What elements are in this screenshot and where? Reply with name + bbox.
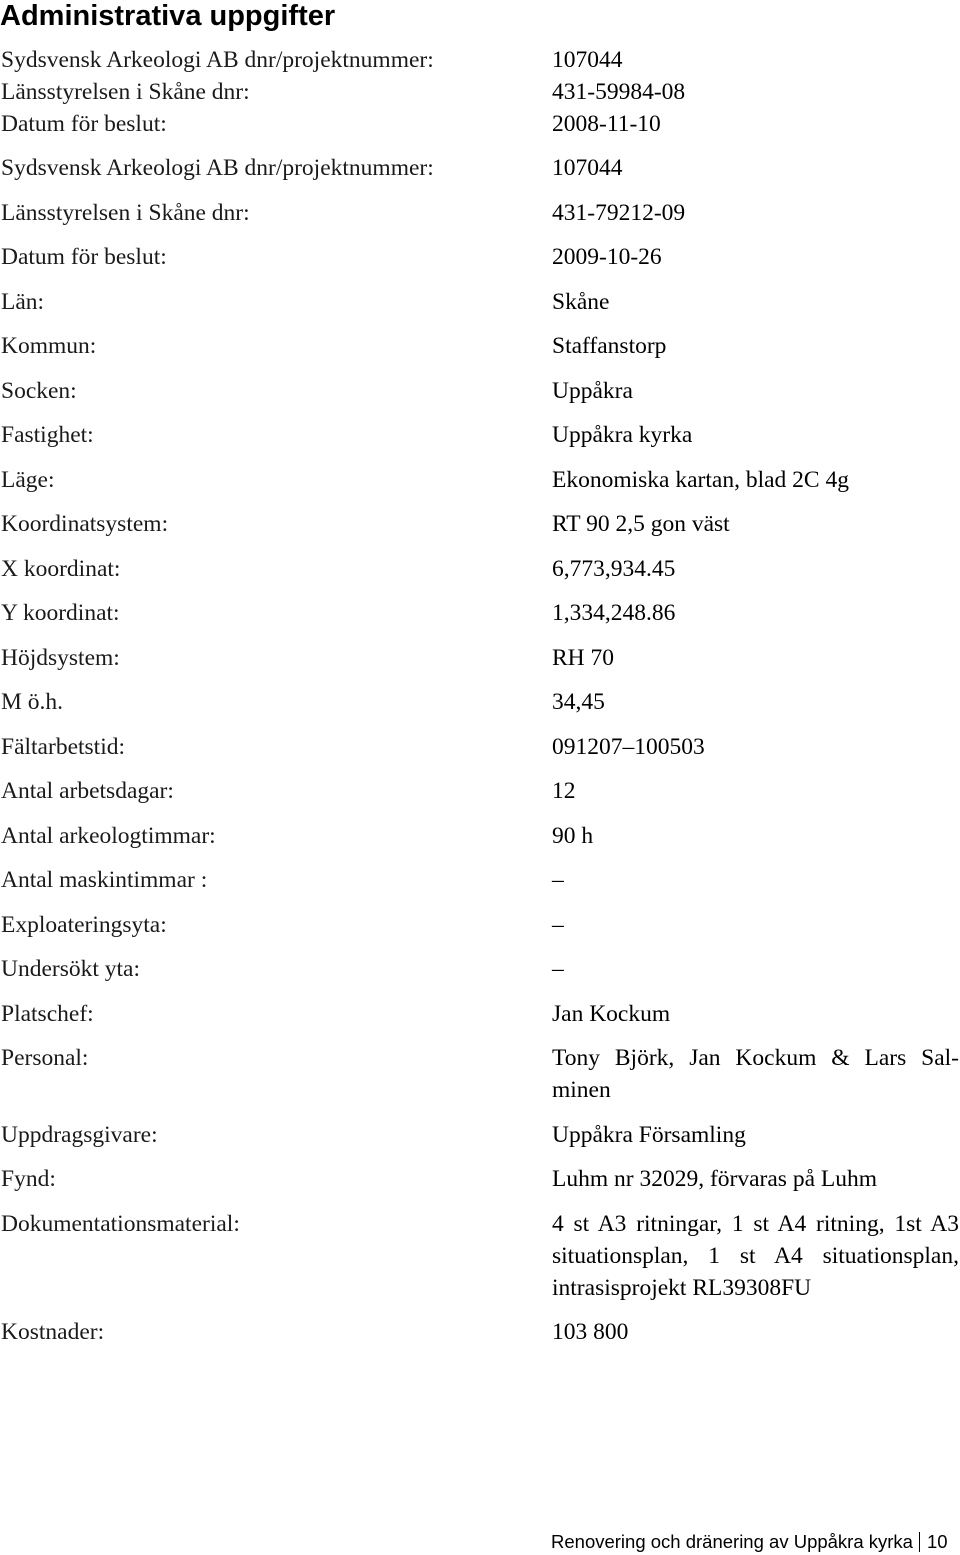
row-label: Kommun: [1,333,97,359]
row-label: Undersökt yta: [1,956,141,982]
row-label: Socken: [1,378,77,404]
row-label: Antal arbetsdagar: [1,778,174,804]
footer-title: Renovering och dränering av Uppåkra kyrka [551,1531,913,1552]
row-value: 90 h [552,823,594,849]
page-heading: Administrativa uppgifter [0,0,336,32]
row-value: Staffanstorp [552,333,667,359]
row-label: Exploateringsyta: [1,912,167,938]
row-label: Kostnader: [1,1319,105,1345]
row-value: 4 st A3 ritningar, 1 st A4 ritning, 1st A3 situationsplan, 1 st A4 situationsplan, intrasisprojekt RL39308FU [552,1211,959,1301]
row-label: Höjdsystem: [1,645,120,671]
row-value: Jan Kockum [552,1001,671,1027]
row-value: 107044 [552,155,623,181]
row-value: 6,773,934.45 [552,556,676,582]
row-value: Uppåkra Församling [552,1122,746,1148]
row-value: 2009-10-26 [552,244,662,270]
row-label: Fastighet: [1,422,94,448]
row-value: 34,45 [552,689,605,715]
row-value: Skåne [552,289,610,315]
row-label: Länsstyrelsen i Skåne dnr: [1,200,250,226]
row-value: Ekonomiska kartan, blad 2C 4g [552,467,849,493]
row-label: Y koordinat: [1,600,120,626]
row-label: Datum för beslut: [1,244,167,270]
row-label: Sydsvensk Arkeologi AB dnr/projektnummer: [1,47,434,73]
row-value: RT 90 2,5 gon väst [552,511,730,537]
row-label: Fältarbetstid: [1,734,126,760]
row-label: Län: [1,289,45,315]
row-value: 107044 [552,47,623,73]
row-value: 2008-11-10 [552,111,661,137]
row-value: – [552,867,564,893]
row-label: X koordinat: [1,556,121,582]
row-label: Läge: [1,467,55,493]
row-label: Sydsvensk Arkeologi AB dnr/projektnummer: [1,155,434,181]
row-value: Uppåkra kyrka [552,422,693,448]
row-value: 1,334,248.86 [552,600,676,626]
row-label: Länsstyrelsen i Skåne dnr: [1,79,250,105]
row-value: 431-79212-09 [552,200,686,226]
row-value: 091207–100503 [552,734,705,760]
row-label: Platschef: [1,1001,94,1027]
row-label: Antal arkeologtimmar: [1,823,216,849]
row-value: RH 70 [552,645,615,671]
row-label: Datum för beslut: [1,111,167,137]
page-footer [551,1529,948,1555]
row-value: 103 800 [552,1319,629,1345]
row-value: – [552,956,564,982]
row-label: M ö.h. [1,689,64,715]
row-value: Luhm nr 32029, förvaras på Luhm [552,1166,878,1192]
row-value: Uppåkra [552,378,633,404]
row-label: Uppdragsgivare: [1,1122,158,1148]
footer-divider [919,1532,920,1552]
row-label: Fynd: [1,1166,56,1192]
row-label: Dokumentationsmaterial: [1,1211,240,1237]
row-label: Personal: [1,1045,89,1071]
row-label: Antal maskintimmar : [1,867,208,893]
page-number: 10 [926,1531,948,1552]
row-value: 431-59984-08 [552,79,686,105]
row-label: Koordinatsystem: [1,511,169,537]
row-value: Tony Björk, Jan Kockum & Lars Sal-minen [552,1045,959,1103]
row-value: – [552,912,564,938]
row-value: 12 [552,778,576,804]
